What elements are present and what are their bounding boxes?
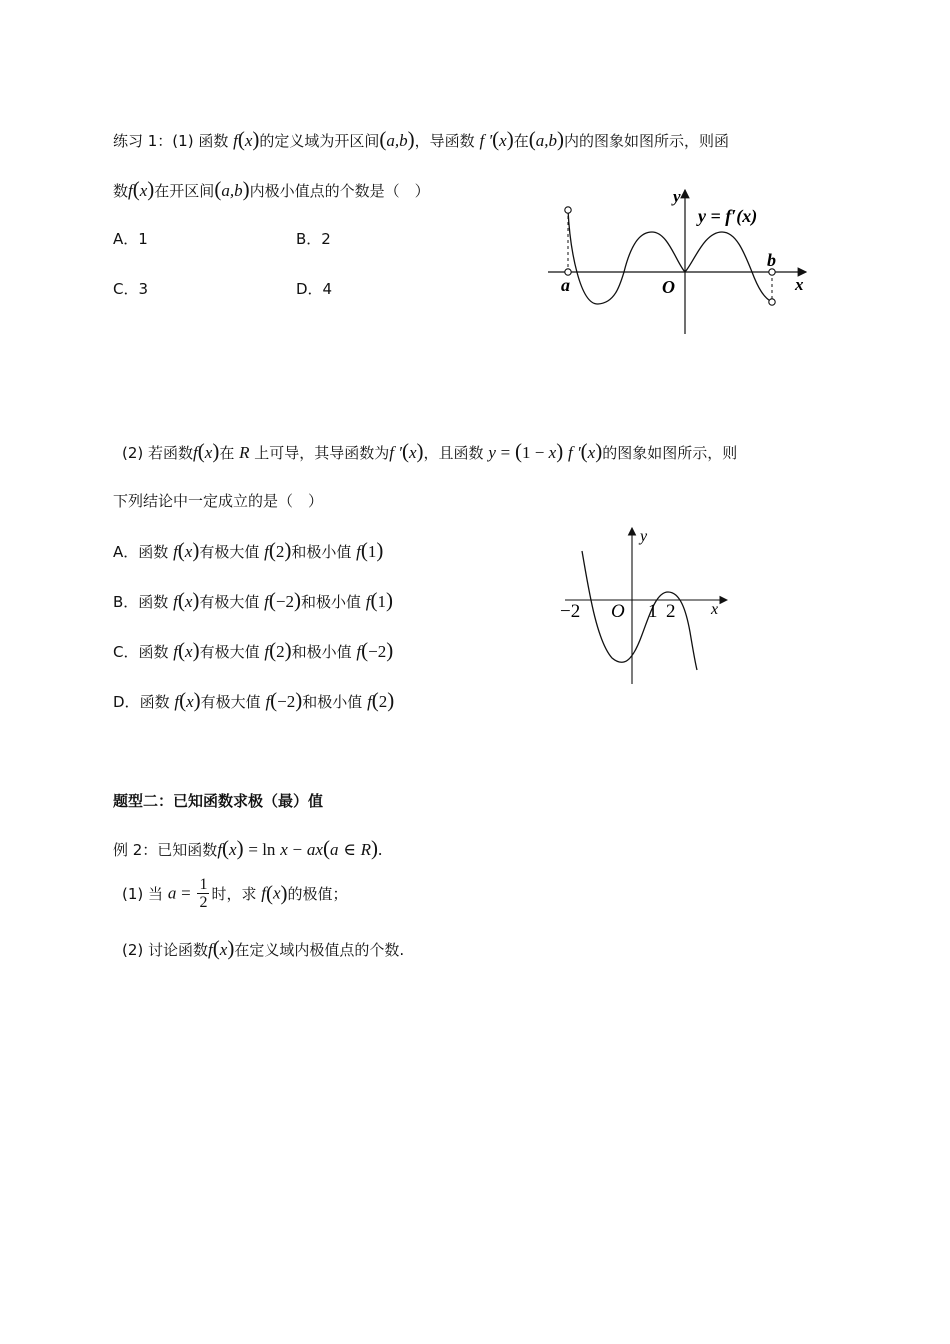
ex1-option-c: C．3 — [113, 280, 149, 298]
origin-label: O — [611, 601, 625, 622]
tick-2: 2 — [666, 601, 676, 622]
ex2-line1: (2) 若函数f(x)在 R 上可导，其导函数为f ′(x)，且函数 y = (1 − x) f ′(x)的图象如图所示，则 — [122, 439, 738, 463]
section-title: 题型二：已知函数求极（最）值 — [113, 792, 324, 810]
b-label: b — [767, 250, 776, 270]
a-label: a — [561, 275, 570, 295]
ex1-option-d: D．4 — [296, 280, 333, 298]
ex1-option-b: B．2 — [296, 230, 331, 248]
y-label: y — [673, 187, 681, 206]
endpoint-b-bottom — [769, 299, 775, 305]
x-label: x — [711, 601, 719, 618]
ex1-derivative-graph — [545, 183, 815, 338]
ex2-option-c: C．函数 f(x)有极大值 f(2)和极小值 f(−2) — [113, 638, 394, 662]
ex1-line2: 数f(x)在开区间(a,b)内极小值点的个数是（ ） — [113, 177, 430, 201]
graph-curve — [582, 551, 697, 670]
ex1-option-a: A．1 — [113, 230, 148, 248]
ex1-label: 练习 1：(1) — [113, 132, 199, 150]
origin-label: O — [662, 277, 675, 297]
func-label: y = f′(x) — [698, 206, 758, 226]
tick-neg2: −2 — [560, 601, 581, 622]
question-1: (1) 当 a = $\frac{1}{2}$ 时，求 f(x)的极值； — [122, 876, 348, 911]
ex2-line2: 下列结论中一定成立的是（ ） — [113, 492, 324, 510]
ex2-option-b: B．函数 f(x)有极大值 f(−2)和极小值 f(1) — [113, 588, 394, 612]
y-label: y — [640, 528, 648, 545]
tick-1: 1 — [648, 601, 658, 622]
ex2-graph — [555, 522, 735, 687]
fraction-one-half: $\frac{1}{2}$ — [199, 876, 208, 911]
x-label: x — [795, 275, 804, 294]
question-2: (2) 讨论函数f(x)在定义域内极值点的个数. — [122, 936, 405, 960]
ex1-line1: 练习 1：(1) 函数 f(x)的定义域为开区间(a,b)，导函数 f ′(x)在(a,b)内的图象如图所示，则函 — [113, 127, 729, 151]
ex2-option-d: D．函数 f(x)有极大值 f(−2)和极小值 f(2) — [113, 688, 395, 712]
endpoint-a-top — [565, 207, 571, 213]
ex2-option-a: A．函数 f(x)有极大值 f(2)和极小值 f(1) — [113, 538, 384, 562]
paren: ( — [237, 127, 245, 151]
example-2: 例 2：已知函数f(x) = ln x − ax(a ∈ R). — [113, 836, 383, 860]
